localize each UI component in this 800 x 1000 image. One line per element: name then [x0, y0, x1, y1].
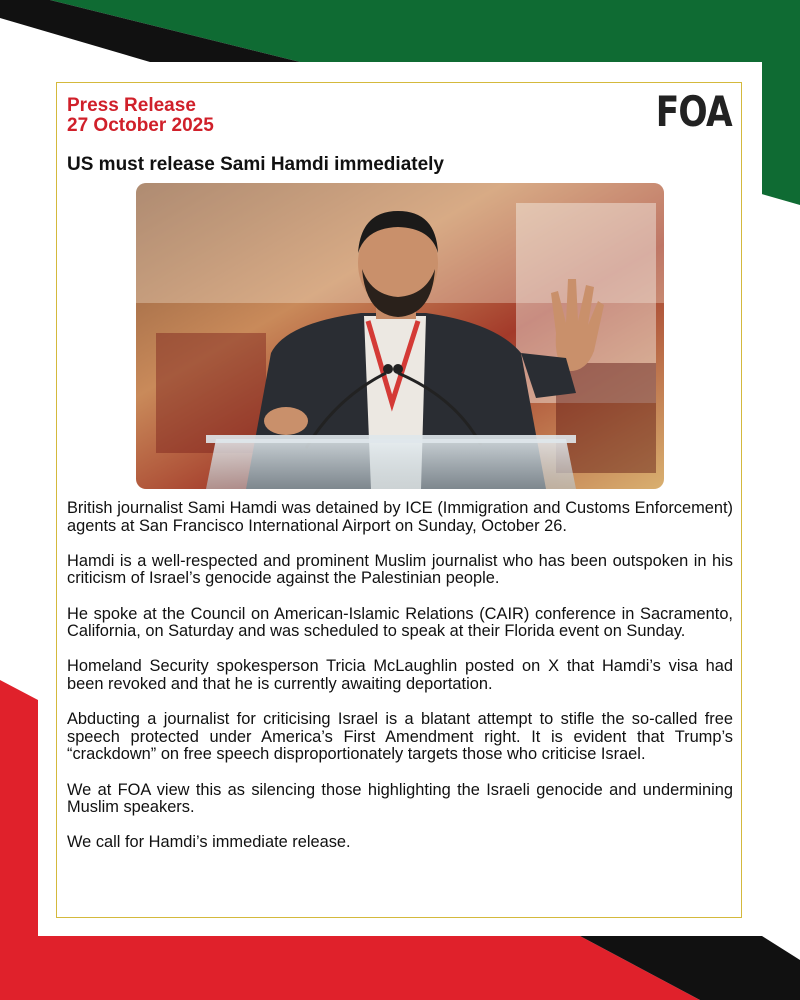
paragraph-4: Homeland Security spokesperson Tricia McLaughlin posted on X that Hamdi’s visa had been revoked and that he is currently awaiting deportation. — [67, 657, 733, 693]
speaker-photo — [136, 183, 664, 489]
foa-logo: FOA — [655, 87, 732, 136]
release-label: Press Release — [67, 95, 196, 116]
paragraph-5: Abducting a journalist for criticising Israel is a blatant attempt to stifle the so-called free speech protected under America’s First Amendment right. It is evident that Trump’s “crackdown” on free speech disproportionately targets those who criticise Israel. — [67, 710, 733, 764]
press-release-header — [67, 96, 214, 136]
release-date: 27 October 2025 — [67, 115, 214, 136]
paragraph-1: British journalist Sami Hamdi was detained by ICE (Immigration and Customs Enforcement) agents at San Francisco International Airport on Sunday, October 26. — [67, 499, 733, 535]
paragraph-6: We at FOA view this as silencing those highlighting the Israeli genocide and undermining Muslim speakers. — [67, 780, 733, 817]
headline: US must release Sami Hamdi immediately — [67, 154, 444, 175]
paragraph-7: We call for Hamdi’s immediate release. — [67, 833, 351, 852]
paragraph-2: Hamdi is a well-respected and prominent Muslim journalist who has been outspoken in his criticism of Israel’s genocide against the Palestinian people. — [67, 551, 733, 588]
paragraph-3: He spoke at the Council on American-Islamic Relations (CAIR) conference in Sacramento, California, on Saturday and was scheduled to speak at their Florida event on Sunday. — [67, 604, 733, 641]
article-body — [67, 500, 733, 869]
